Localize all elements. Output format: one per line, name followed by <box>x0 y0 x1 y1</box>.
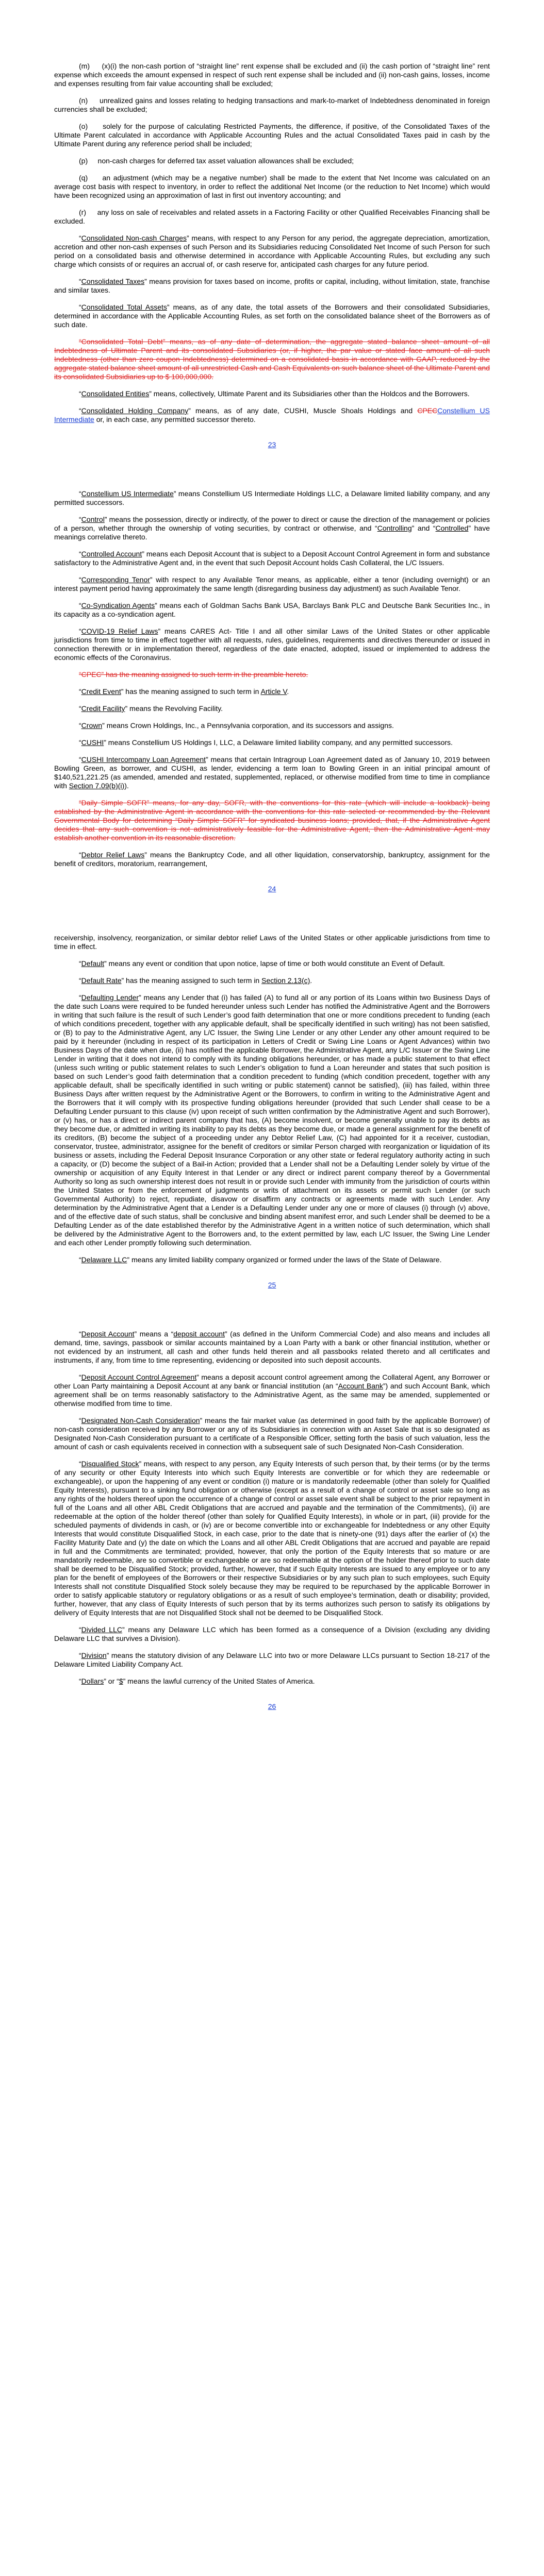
term: Account Bank <box>338 1382 383 1390</box>
definition-text: means the possession, directly or indirectly, of the power to direct or cause the direction of the management or policies of a person, whether through the ownership of voting securities, by contract or otherwise, and <box>54 515 490 532</box>
definition-text: means any Lender that (i) has failed (A) to fund all or any portion of its Loans within two Business Days of the date such Loans were required to be funded hereunder unless such Lender has notified the Administrative Agent and the Borrowers in writing that such failure is the result of such Lender’s good faith determination that one or more conditions precedent to funding (each of which conditions precedent, together with any applicable default, shall be specifically identified in such writing) has not been satisfied, or (B) to pay to the Administrative Agent, any L/C Issuer, the Swing Line Lender or any other Lender any other amount required to be paid by it hereunder (including in respect of its participation in Letters of Credit or Swing Line Loans or Agent Advances) within two Business Days of the date when due, (ii) has notified the applicable Borrower, the Administrative Agent, any L/C Issuer or the Swing Line Lender in writing that it does not intend to comply with its funding obligations hereunder, or has made a public statement to that effect (unless such writing or public statement relates to such Lender’s obligation to fund a Loan hereunder and states that such position is based on such Lender’s good faith determination that a condition precedent to funding (which condition precedent, together with any applicable default, shall be specifically identified in such writing or public statement) cannot be satisfied), (iii) has failed, within three Business Days after written request by the Administrative Agent or the Borrowers, to confirm in writing to the Administrative Agent and the Borrowers that it will comply with its prospective funding obligations hereunder (provided that such Lender shall cease to be a Defaulting Lender pursuant to this clause (iv) upon receipt of such written confirmation by the Administrative Agent and such Borrower), or (v) has, or has a direct or indirect parent company that has, (A) become insolvent, or become generally unable to pay its debts as they become due, or admitted in writing its inability to pay its debts as they become due, or made a general assignment for the benefit of its creditors, (B) become the subject of a proceeding under any Debtor Relief Law, (C) had appointed for it a receiver, custodian, conservator, trustee, administrator, assignee for the benefit of creditors or similar Person charged with reorganization or liquidation of its business or assets, including the Federal Deposit Insurance Corporation or any other state or federal regulatory authority acting in such a capacity, or (D) become the subject of a Bail-in Action; provided that a Lender shall not be a Defaulting Lender solely by virtue of the ownership or acquisition of any Equity Interest in that Lender or any direct or indirect parent company thereof by a Governmental Authority so long as such ownership interest does not result in or provide such Lender with immunity from the jurisdiction of courts within the United States or from the enforcement of judgments or writs of attachment on its assets or permit such Lender (or such Governmental Authority) to reject, repudiate, disavow or disaffirm any contracts or agreements made with such Lender. Any determination by the Administrative Agent that a Lender is a Defaulting Lender under any one or more of clauses (i) through (v) above, and of the effective date of such status, shall be conclusive and binding absent manifest error, and such Lender shall be deemed to be a Defaulting Lender as of the date established therefor by the Administrative Agent in a written notice of such determination, which shall be delivered by the Administrative Agent to the Borrowers and, to the extent permitted by law, each L/C Issuer, the Swing Line Lender and each other Lender promptly following such determination. <box>54 993 490 1247</box>
term: Consolidated Holding Company <box>81 406 189 415</box>
def-credit-facility: “Credit Facility” means the Revolving Facility. <box>79 704 223 713</box>
def-crown: “Crown” means Crown Holdings, Inc., a Pennsylvania corporation, and its successors and assigns. <box>79 721 394 730</box>
term: Designated Non-Cash Consideration <box>81 1416 200 1425</box>
term: Debtor Relief Laws <box>81 851 145 859</box>
cross-reference-link[interactable]: Section 7.09(b)(i) <box>69 782 125 790</box>
def-divided-llc: “Divided LLC” means any Delaware LLC which has been formed as a consequence of a Division (excluding any dividing Delaware LLC that survives a Division). <box>54 1625 490 1642</box>
term: COVID-19 Relief Laws <box>81 627 158 635</box>
deleted-def-daily-simple-sofr: “Daily Simple SOFR” means, for any day, SOFR, with the conventions for this rate (which will include a lookback) being established by the Administrative Agent in accordance with the conventions for this rate selected or recommended by the Relevant Governmental Body for determining “Daily Simple SOFR” for syndicated business loans; provided, that, if the Administrative Agent decides that any such convention is not administratively feasible for the Administrative Agent, then the Administrative Agent may establish another convention in its reasonable discretion. <box>54 799 490 842</box>
definition-text: means a “ <box>137 1330 174 1338</box>
def-deposit-account-control-agreement: “Deposit Account Control Agreement” means a deposit account control agreement among the Collateral Agent, any Borrower or other Loan Party maintaining a Deposit Account at any bank or financial institution (an “Account Bank”) and such Account Bank, which agreement shall be on terms reasonably satisfactory to the Administrative Agent, as the same may be amended, supplemented or otherwise modified from time to time. <box>54 1373 490 1408</box>
term: Consolidated Non-cash Charges <box>81 234 187 242</box>
def-covid-relief-laws: “COVID-19 Relief Laws” means CARES Act- Title I and all other similar Laws of the United States or other applicable jurisdictions from time to time in effect together with all requests, rules, guidelines, requirements and directives thereunder or issued in connection therewith or in implementation thereof, regardless of the date enacted, adopted, issued or implemented to address the economic effects of the Coronavirus. <box>54 627 490 662</box>
def-defaulting-lender: “Defaulting Lender” means any Lender that (i) has failed (A) to fund all or any portion of its Loans within two Business Days of the date such Loans were required to be funded hereunder unless such Lender has notified the Administrative Agent and the Borrowers in writing that such failure is the result of such Lender’s good faith determination that one or more conditions precedent to funding (each of which conditions precedent, together with any applicable default, shall be specifically identified in such writing) has not been satisfied, or (B) to pay to the Administrative Agent, any L/C Issuer, the Swing Line Lender or any other Lender any other amount required to be paid by it hereunder (including in respect of its participation in Letters of Credit or Swing Line Loans or Agent Advances) within two Business Days of the date when due, (ii) has notified the applicable Borrower, the Administrative Agent, any L/C Issuer or the Swing Line Lender in writing that it does not intend to comply with its funding obligations hereunder, or has made a public statement to that effect (unless such writing or public statement relates to such Lender’s obligation to fund a Loan hereunder and states that such position is based on such Lender’s good faith determination that a condition precedent to funding (which condition precedent, together with any applicable default, shall be specifically identified in such writing or public statement) cannot be satisfied), (iii) has failed, within three Business Days after written request by the Administrative Agent or the Borrowers, to confirm in writing to the Administrative Agent and the Borrowers that it will comply with its prospective funding obligations hereunder (provided that such Lender shall cease to be a Defaulting Lender pursuant to this clause (iv) upon receipt of such written confirmation by the Administrative Agent and such Borrower), or (v) has, or has a direct or indirect parent company that has, (A) become insolvent, or become generally unable to pay its debts as they become due, or admitted in writing its inability to pay its debts as they become due, or made a general assignment for the benefit of its creditors, (B) become the subject of a proceeding under any Debtor Relief Law, (C) had appointed for it a receiver, custodian, conservator, trustee, administrator, assignee for the benefit of creditors or similar Person charged with reorganization or liquidation of its business or assets, including the Federal Deposit Insurance Corporation or any other state or federal regulatory authority acting in such a capacity, or (D) become the subject of a Bail-in Action; provided that a Lender shall not be a Defaulting Lender solely by virtue of the ownership or acquisition of any Equity Interest in that Lender or any direct or indirect parent company thereof by a Governmental Authority so long as such ownership interest does not result in or provide such Lender with immunity from the jurisdiction of courts within the United States or from the enforcement of judgments or writs of attachment on its assets or permit such Lender (or such Governmental Authority) to reject, repudiate, disavow or disaffirm any contracts or agreements made with such Lender. Any determination by the Administrative Agent that a Lender is a Defaulting Lender under any one or more of clauses (i) through (v) above, and of the effective date of such status, shall be conclusive and binding absent manifest error, and such Lender shall be deemed to be a Defaulting Lender as of the date established therefor by the Administrative Agent in a written notice of such determination, which shall be delivered by the Administrative Agent to the Borrowers and, to the extent permitted by law, each L/C Issuer, the Swing Line Lender and each other Lender promptly following such determination. <box>54 993 490 1247</box>
definition-text: means Constellium US Intermediate Holdings LLC, a Delaware limited liability company, and any permitted successors. <box>54 489 490 506</box>
term: Division <box>81 1651 107 1659</box>
def-division: “Division” means the statutory division of any Delaware LLC into two or more Delaware LLCs pursuant to Section 18-217 of the Delaware Limited Liability Company Act. <box>54 1651 490 1668</box>
def-controlled-account: “Controlled Account” means each Deposit Account that is subject to a Deposit Account Control Agreement in form and substance satisfactory to the Administrative Agent and, in the event that such Deposit Account holds Cash Collateral, the L/C Issuers. <box>54 550 490 567</box>
term: Deposit Account Control Agreement <box>81 1373 197 1381</box>
definition-text: means that certain Intragroup Loan Agreement dated as of January 10, 2019 between Bowling Green, as borrower, and CUSHI, as lender, evidencing a term loan to Bowling Green in an initial principal amount of $140,521,221.25 (as amended, amended and restated, supplemented, replaced, or otherwise modified from time to time in compliance with <box>54 755 490 790</box>
definition-text: means Crown Holdings, Inc., a Pennsylvania corporation, and its successors and assigns. <box>104 721 394 730</box>
definition-text: ” (as defined in the Uniform Commercial Code) and also means and includes all demand, time, savings, passbook or similar accounts maintained by a Loan Party with a bank or other financial institution, whether or not evidenced by an instrument, all cash and other funds held therein and all passbooks related thereto and all certificates and instruments, if any, from time to time representing, evidencing or deposited into such deposit accounts. <box>54 1330 490 1364</box>
definition-text: means, with respect to any person, any Equity Interests of such person that, by their terms (or by the terms of any security or other Equity Interests into which such Equity Interests are convertible or for which they are redeemable or exchangeable), or upon the happening of any event or condition (i) mature or is mandatorily redeemable (other than solely for Qualified Equity Interests), pursuant to a sinking fund obligation or otherwise (except as a result of a change of control or asset sale so long as any rights of the holders thereof upon the occurrence of a change of control or asset sale event shall be subject to the prior repayment in full of the Loans and all other ABL Credit Obligations that are accrued and payable and the termination of the Commitments), (ii) are redeemable at the option of the holder thereof (other than solely for Qualified Equity Interests), in whole or in part, (iii) provide for the scheduled payments of dividends in cash, or (iv) are or become convertible into or exchangeable for Indebtedness or any other Equity Interests that would constitute Disqualified Stock, in each case, prior to the date that is ninety-one (91) days after the earlier of (x) the Facility Maturity Date and (y) the date on which the Loans and all other ABL Credit Obligations that are accrued and payable are repaid in full and the Commitments are terminated; provided, however, that only the portion of the Equity Interests that so mature or are mandatorily redeemable, are so convertible or exchangeable or are so redeemable at the option of the holder thereof prior to such date shall be deemed to be Disqualified Stock; provided, further, however, that if such Equity Interests are issued to any employee or to any plan for the benefit of employees of the Borrowers or their respective Subsidiaries or by any such plan to such employees, such Equity Interests shall not constitute Disqualified Stock solely because they may be required to be repurchased by the applicable Borrower in order to satisfy applicable statutory or regulatory obligations or as a result of such employee’s termination, death or disability; provided, further, however, that any class of Equity Interests of such person that by its terms authorizes such person to satisfy its obligations by delivery of Equity Interests that are not Disqualified Stock shall not be deemed to be Disqualified Stock. <box>54 1460 490 1617</box>
definition-text: means the statutory division of any Delaware LLC into two or more Delaware LLCs pursuant to Section 18-217 of the Delaware Limited Liability Company Act. <box>54 1651 490 1668</box>
term: $ <box>119 1677 123 1685</box>
clause-n: (n) unrealized gains and losses relating to hedging transactions and mark-to-market of Indebtedness denominated in foreign currencies shall be excluded; <box>54 96 490 113</box>
definition-text: means, as of any date, CUSHI, Muscle Shoals Holdings and <box>190 406 418 415</box>
def-designated-non-cash-consideration: “Designated Non-Cash Consideration” means the fair market value (as determined in good faith by the applicable Borrower) of non-cash consideration received by any Borrower or any of its Subsidiaries in connection with an Asset Sale that is so designated as Designated Non-Cash Consideration pursuant to a certificate of a Responsible Officer, setting forth the basis of such valuation, less the amount of cash or cash equivalents received in connection with a subsequent sale of such Designated Non-Cash Consideration. <box>54 1416 490 1451</box>
term: Credit Event <box>81 687 121 696</box>
page-number[interactable]: 23 <box>268 440 276 449</box>
def-control: “Control” means the possession, directly or indirectly, of the power to direct or cause the direction of the management or policies of a person, whether through the ownership of voting securities, by contract or otherwise, and “Controlling” and “Controlled” have meanings correlative thereto. <box>54 515 490 541</box>
term: Deposit Account <box>81 1330 135 1338</box>
definition-text: has the meaning assigned to such term in <box>123 687 261 696</box>
definition-text: means the fair market value (as determined in good faith by the applicable Borrower) of non-cash consideration received by any Borrower or any of its Subsidiaries in connection with an Asset Sale that is so designated as Designated Non-Cash Consideration pursuant to a certificate of a Responsible Officer, setting forth the basis of such valuation, less the amount of cash or cash equivalents received in connection with a subsequent sale of such Designated Non-Cash Consideration. <box>54 1416 490 1451</box>
cross-reference-link[interactable]: Article V <box>260 687 287 696</box>
definition-text: has the meaning assigned to such term in <box>124 976 262 985</box>
definition-text: means each of Goldman Sachs Bank USA, Barclays Bank PLC and Deutsche Bank Securities Inc., in its capacity as a co-syndication agent. <box>54 601 490 618</box>
definition-text: means Constellium US Holdings I, LLC, a Delaware limited liability company, and any permitted successors. <box>106 738 453 747</box>
term: Defaulting Lender <box>81 993 139 1002</box>
term: Consolidated Taxes <box>81 277 145 285</box>
term: Consolidated Entities <box>81 389 150 398</box>
clause-m: (m) (x)(i) the non-cash portion of “straight line” rent expense shall be excluded and (ii) the cash portion of “straight line” rent expense which exceeds the amount expensed in respect of such rent expense shall be included and (ii) non-cash gains, losses, income and expenses resulting from fair value accounting shall be excluded; <box>54 62 490 88</box>
definition-text: ”) and such Account Bank, which agreement shall be on terms reasonably satisfactory to the Administrative Agent, as the same may be amended, supplemented or otherwise modified from time to time. <box>54 1382 490 1408</box>
definition-text: means, as of any date, the total assets of the Borrowers and their consolidated Subsidiaries, determined in accordance with the Applicable Accounting Rules, as set forth on the consolidated balance sheet of the Borrowers as of such date. <box>54 303 490 329</box>
definition-text: means the Bankruptcy Code, and all other liquidation, conservatorship, bankruptcy, assignment for the benefit of creditors, moratorium, rearrangement, <box>54 851 490 868</box>
definition-text: means any Delaware LLC which has been formed as a consequence of a Division (excluding any dividing Delaware LLC that survives a Division). <box>54 1625 490 1642</box>
def-co-syndication-agents: “Co-Syndication Agents” means each of Goldman Sachs Bank USA, Barclays Bank PLC and Deutsche Bank Securities Inc., in its capacity as a co-syndication agent. <box>54 601 490 618</box>
def-dollars: “Dollars” or “$” means the lawful currency of the United States of America. <box>79 1677 315 1685</box>
term: Controlling <box>377 524 412 532</box>
term: CUSHI Intercompany Loan Agreement <box>81 755 206 764</box>
term: Controlled <box>435 524 469 532</box>
term: Constellium US Intermediate <box>81 489 174 498</box>
def-cushi-intercompany-loan: “CUSHI Intercompany Loan Agreement” means that certain Intragroup Loan Agreement dated as of January 10, 2019 between Bowling Green, as borrower, and CUSHI, as lender, evidencing a term loan to Bowling Green in an initial principal amount of $140,521,221.25 (as amended, amended and restated, supplemented, replaced, or otherwise modified from time to time in compliance with Section 7.09(b)(i)). <box>54 755 490 790</box>
definition-text: means CARES Act- Title I and all other similar Laws of the United States or other applicable jurisdictions from time to time in effect together with all requests, rules, guidelines, requirements and directives thereunder or issued in connection therewith or in implementation thereof, regardless of the date enacted, adopted, issued or implemented to address the economic effects of the Coronavirus. <box>54 627 490 662</box>
term: Controlled Account <box>81 550 142 558</box>
clause-p: (p) non-cash charges for deferred tax asset valuation allowances shall be excluded; <box>79 157 354 165</box>
definition-text: means each Deposit Account that is subject to a Deposit Account Control Agreement in form and substance satisfactory to the Administrative Agent and, in the event that such Deposit Account holds Cash Collateral, the L/C Issuers. <box>54 550 490 567</box>
def-default: “Default” means any event or condition that upon notice, lapse of time or both would constitute an Event of Default. <box>79 959 445 968</box>
def-consolidated-noncash-charges: “Consolidated Non-cash Charges” means, with respect to any Person for any period, the aggregate depreciation, amortization, accretion and other non-cash expenses of such Person and its Subsidiaries reducing Consolidated Net Income of such Person for such period on a consolidated basis and otherwise determined in accordance with Applicable Accounting Rules, but excluding any such charge which consists of or requires an accrual of, or cash reserve for, anticipated cash charges for any future period. <box>54 234 490 268</box>
term: Default Rate <box>81 976 122 985</box>
definition-text: means the Revolving Facility. <box>127 704 223 713</box>
clause-o: (o) solely for the purpose of calculating Restricted Payments, the difference, if positive, of the Consolidated Taxes of the Ultimate Parent calculated in accordance with Applicable Accounting Rules and the actual Consolidated Taxes paid in cash by the Ultimate Parent during any reference period shall be included; <box>54 122 490 148</box>
term: Credit Facility <box>81 704 125 713</box>
deleted-def-consolidated-total-debt: “Consolidated Total Debt” means, as of any date of determination, the aggregate stated balance sheet amount of all Indebtedness of Ultimate Parent and its consolidated Subsidiaries (or, if higher, the par value or stated face amount of all such Indebtedness (other than zero coupon Indebtedness) determined on a consolidated basis in accordance with GAAP, reduced by the aggregate stated balance sheet amount of all unrestricted Cash and Cash Equivalents on such balance sheet of the Ultimate Parent and its consolidated Subsidiaries up to $ 100,000,000. <box>54 337 490 381</box>
definition-text: with respect to any Available Tenor means, as applicable, either a tenor (including overnight) or an interest payment period having approximately the same length (disregarding business day adjustment) as such Available Tenor. <box>54 575 490 592</box>
def-disqualified-stock: “Disqualified Stock” means, with respect to any person, any Equity Interests of such person that, by their terms (or by the terms of any security or other Equity Interests into which such Equity Interests are convertible or for which they are redeemable or exchangeable), or upon the happening of any event or condition (i) mature or is mandatorily redeemable (other than solely for Qualified Equity Interests), pursuant to a sinking fund obligation or otherwise (except as a result of a change of control or asset sale so long as any rights of the holders thereof upon the occurrence of a change of control or asset sale event shall be subject to the prior repayment in full of the Loans and all other ABL Credit Obligations that are accrued and payable and the termination of the Commitments), (ii) are redeemable at the option of the holder thereof (other than solely for Qualified Equity Interests), in whole or in part, (iii) provide for the scheduled payments of dividends in cash, or (iv) are or become convertible into or exchangeable for Indebtedness or any other Equity Interests that would constitute Disqualified Stock, in each case, prior to the date that is ninety-one (91) days after the earlier of (x) the Facility Maturity Date and (y) the date on which the Loans and all other ABL Credit Obligations that are accrued and payable are repaid in full and the Commitments are terminated; provided, however, that only the portion of the Equity Interests that so mature or are mandatorily redeemable, are so convertible or exchangeable or are so redeemable at the option of the holder thereof prior to such date shall be deemed to be Disqualified Stock; provided, further, however, that if such Equity Interests are issued to any employee or to any plan for the benefit of employees of the Borrowers or their respective Subsidiaries or by any such plan to such employees, such Equity Interests shall not constitute Disqualified Stock solely because they may be required to be repurchased by the applicable Borrower in order to satisfy applicable statutory or regulatory obligations or as a result of such employee’s termination, death or disability; provided, further, however, that any class of Equity Interests of such person that by its terms authorizes such person to satisfy its obligations by delivery of Equity Interests that are not Disqualified Stock shall not be deemed to be Disqualified Stock. <box>54 1460 490 1617</box>
definition-text: ). <box>124 782 129 790</box>
definition-text: means any event or condition that upon notice, lapse of time or both would constitute an Event of Default. <box>106 959 445 968</box>
def-credit-event: “Credit Event” has the meaning assigned to such term in Article V. <box>79 687 289 696</box>
term: Consolidated Total Assets <box>81 303 167 311</box>
definition-text: means a deposit account control agreement among the Collateral Agent, any Borrower or other Loan Party maintaining a Deposit Account at any bank or financial institution (an “ <box>54 1373 490 1390</box>
clause-r: (r) any loss on sale of receivables and related assets in a Factoring Facility or other Qualified Receivables Financing shall be excluded. <box>54 208 490 225</box>
definition-text: . <box>310 976 312 985</box>
deleted-def-cpec: “CPEC” has the meaning assigned to such term in the preamble hereto. <box>79 670 308 679</box>
page-number[interactable]: 25 <box>268 1281 276 1289</box>
definition-text: means, collectively, Ultimate Parent and its Subsidiaries other than the Holdcos and the Borrowers. <box>151 389 470 398</box>
term: Corresponding Tenor <box>81 575 150 584</box>
definition-text: have meanings correlative thereto. <box>54 524 490 541</box>
page-number[interactable]: 26 <box>268 1702 276 1710</box>
def-delaware-llc: “Delaware LLC” means any limited liability company organized or formed under the laws of the State of Delaware. <box>79 1256 442 1264</box>
def-consolidated-taxes: “Consolidated Taxes” means provision for taxes based on income, profits or capital, including, without limitation, state, franchise and similar taxes. <box>54 277 490 294</box>
def-consolidated-total-assets: “Consolidated Total Assets” means, as of any date, the total assets of the Borrowers and their consolidated Subsidiaries, determined in accordance with the Applicable Accounting Rules, as set forth on the consolidated balance sheet of the Borrowers as of such date. <box>54 303 490 329</box>
def-consolidated-holding-company: “Consolidated Holding Company” means, as of any date, CUSHI, Muscle Shoals Holdings and CPECConstellium US Intermediate or, in each case, any permitted successor thereto. <box>54 406 490 423</box>
definition-text: or, in each case, any permitted successor thereto. <box>94 415 256 423</box>
term: Divided LLC <box>81 1625 122 1634</box>
clause-q: (q) an adjustment (which may be a negative number) shall be made to the extent that Net Income was calculated on an average cost basis with respect to inventory, in order to reflect the additional Net Income (or the reduction to Net Income) which would have been recognized using an approximation of last in first out inventory accounting; and <box>54 174 490 199</box>
page-number[interactable]: 24 <box>268 885 276 893</box>
deleted-text: CPEC <box>417 406 438 415</box>
term: Co-Syndication Agents <box>81 601 155 609</box>
def-debtor-relief-laws: “Debtor Relief Laws” means the Bankruptcy Code, and all other liquidation, conservatorship, bankruptcy, assignment for the benefit of creditors, moratorium, rearrangement, <box>54 851 490 868</box>
definition-text: means any limited liability company organized or formed under the laws of the State of Delaware. <box>129 1256 442 1264</box>
term: CUSHI <box>81 738 104 747</box>
term: Default <box>81 959 105 968</box>
def-default-rate: “Default Rate” has the meaning assigned to such term in Section 2.13(c). <box>79 976 312 985</box>
definition-text: ” or “ <box>104 1677 119 1685</box>
continued-text: receivership, insolvency, reorganization, or similar debtor relief Laws of the United States or other applicable jurisdictions from time to time in effect. <box>54 934 490 951</box>
def-cushi: “CUSHI” means Constellium US Holdings I, LLC, a Delaware limited liability company, and any permitted successors. <box>79 738 453 747</box>
definition-text: ” means the lawful currency of the United States of America. <box>123 1677 315 1685</box>
def-constellium-us-intermediate: “Constellium US Intermediate” means Constellium US Intermediate Holdings LLC, a Delaware limited liability company, and any permitted successors. <box>54 489 490 506</box>
def-corresponding-tenor: “Corresponding Tenor” with respect to any Available Tenor means, as applicable, either a tenor (including overnight) or an interest payment period having approximately the same length (disregarding business day adjustment) as such Available Tenor. <box>54 575 490 592</box>
term: Control <box>81 515 105 523</box>
definition-text: . <box>287 687 289 696</box>
def-deposit-account: “Deposit Account” means a “deposit account” (as defined in the Uniform Commercial Code) and also means and includes all demand, time, savings, passbook or similar accounts maintained by a Loan Party with a bank or other financial institution, whether or not evidenced by an instrument, all cash and other funds held therein and all passbooks related thereto and all certificates and instruments, if any, from time to time representing, evidencing or deposited into such deposit accounts. <box>54 1330 490 1364</box>
term: Dollars <box>81 1677 104 1685</box>
inserted-text: Constellium US Intermediate <box>54 406 490 423</box>
definition-text: means provision for taxes based on income, profits or capital, including, without limitation, state, franchise and similar taxes. <box>54 277 490 294</box>
cross-reference-link[interactable]: Section 2.13(c) <box>261 976 310 985</box>
term: Disqualified Stock <box>81 1460 139 1468</box>
definition-text: means, with respect to any Person for any period, the aggregate depreciation, amortization, accretion and other non-cash expenses of such Person and its Subsidiaries reducing Consolidated Net Income of such Person for such period on a consolidated basis and otherwise determined in accordance with Applicable Accounting Rules, but excluding any such charge which consists of or requires an accrual of, or cash reserve for, anticipated cash charges for any future period. <box>54 234 490 268</box>
term: Delaware LLC <box>81 1256 127 1264</box>
term: deposit account <box>173 1330 225 1338</box>
def-consolidated-entities: “Consolidated Entities” means, collectively, Ultimate Parent and its Subsidiaries other than the Holdcos and the Borrowers. <box>79 389 470 398</box>
term: Crown <box>81 721 103 730</box>
